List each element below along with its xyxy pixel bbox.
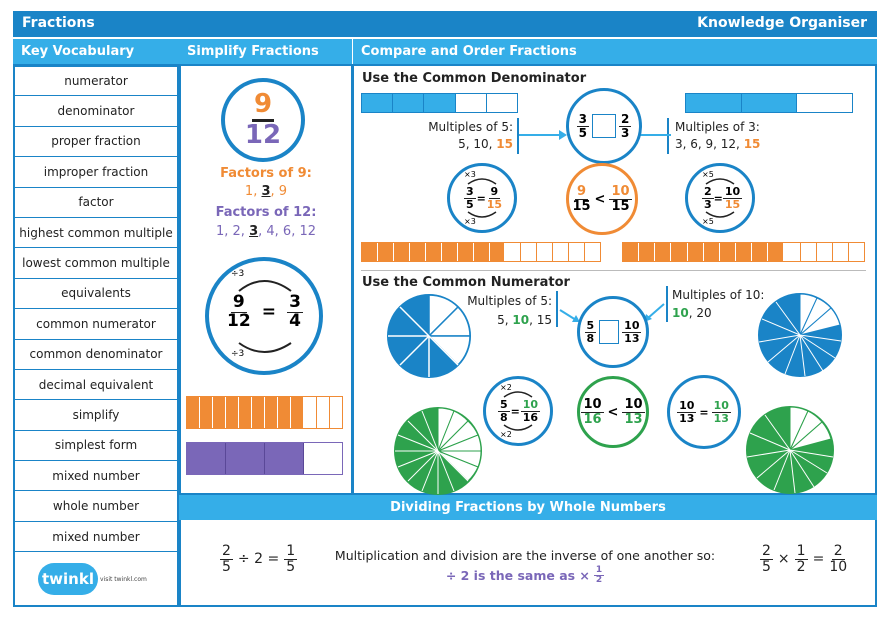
pie-thirteenths-green-icon <box>745 405 835 495</box>
operation-label: ×3 <box>464 170 476 179</box>
vocab-item: improper fraction <box>13 157 179 187</box>
fraction-numerator: 5 <box>586 318 595 332</box>
fraction <box>284 544 297 574</box>
simplify-equation <box>227 294 303 331</box>
fraction-denominator: 13 <box>624 331 640 345</box>
common-factor-value: 3 <box>249 224 259 239</box>
fraction <box>619 113 631 139</box>
inverse-rule-text: ÷ 2 is the same as × <box>445 568 590 584</box>
factor-value: 4 <box>266 224 275 239</box>
operation-label: ×5 <box>702 170 714 179</box>
factors12-label: Factors of 12: <box>215 205 317 220</box>
fraction-denominator: 12 <box>244 119 282 150</box>
equation <box>464 186 502 210</box>
common-multiple-value: 15 <box>496 137 513 151</box>
inverse-rule <box>330 566 720 586</box>
vocab-item: common denominator <box>13 340 179 370</box>
fraction <box>723 186 742 210</box>
fraction-numerator: 2 <box>222 543 231 559</box>
multiply-operator: × <box>777 551 790 568</box>
fraction-denominator: 15 <box>572 198 591 214</box>
fraction-numerator: 2 <box>833 543 843 559</box>
simplify-equation-circle <box>205 257 323 375</box>
fraction-numerator: 2 <box>704 185 712 198</box>
fraction <box>677 400 696 424</box>
multiples-values: 5, 10, <box>458 137 497 151</box>
section-divider <box>361 270 866 271</box>
fraction-numerator: 2 <box>621 111 630 126</box>
operation-label: ×2 <box>500 383 512 392</box>
less-than-sign: < <box>594 191 606 207</box>
fraction-denominator: 15 <box>611 198 630 214</box>
page-title: Fractions <box>22 15 95 31</box>
fraction <box>622 398 644 426</box>
fraction-denominator: 5 <box>286 558 296 575</box>
factors9-list <box>179 184 353 199</box>
fraction-numerator: 5 <box>500 398 508 411</box>
vocab-item: denominator <box>13 96 179 126</box>
operation-label: ÷3 <box>231 349 245 359</box>
compare-heading: Compare and Order Fractions <box>353 39 877 64</box>
multiples10-label: Multiples of 10: <box>672 288 765 302</box>
division-operator: ÷ 2 = <box>237 551 280 568</box>
list-separator: , <box>240 224 250 239</box>
list-separator: , <box>258 224 267 239</box>
multiples3-list <box>675 137 760 151</box>
equivalence-circle-3-5 <box>447 163 517 233</box>
compare-circle-num <box>577 296 649 368</box>
fraction-numerator: 3 <box>289 292 301 312</box>
vocab-item: common numerator <box>13 309 179 339</box>
fraction-denominator: 13 <box>713 411 729 425</box>
simplify-fraction <box>245 91 281 149</box>
pie-sixteenths-icon <box>393 406 483 496</box>
list-separator: , <box>270 184 279 199</box>
fraction <box>464 186 476 210</box>
logo-tagline[interactable]: visit twinkl.com <box>100 576 147 583</box>
fraction <box>609 185 631 213</box>
operation-label: ×2 <box>500 430 512 439</box>
fraction-numerator: 1 <box>286 543 296 559</box>
fifths-bar <box>361 93 518 113</box>
fraction-numerator: 10 <box>583 396 602 412</box>
multiples-values: 5, <box>497 313 513 327</box>
compare-result-circle-den <box>566 163 638 235</box>
tenfifteenths-bar <box>622 242 865 262</box>
twinkl-logo[interactable] <box>38 563 98 595</box>
fraction-numerator: 9 <box>232 292 245 312</box>
fraction-numerator: 9 <box>252 91 274 121</box>
vocab-heading: Key Vocabulary <box>13 39 179 64</box>
fraction-denominator: 15 <box>486 197 502 211</box>
multiples5n-label: Multiples of 5: <box>467 294 552 308</box>
fraction-numerator: 2 <box>762 543 771 559</box>
operation-label: ÷3 <box>231 269 245 279</box>
answer-box[interactable] <box>599 320 619 344</box>
fraction-numerator: 10 <box>624 396 643 412</box>
fraction-denominator: 5 <box>762 558 771 575</box>
equivalence-circle-10-13 <box>667 375 741 449</box>
list-separator: , <box>291 224 300 239</box>
compare-circle-den <box>566 88 642 164</box>
operation-label: ×5 <box>702 217 714 226</box>
fraction-denominator: 2 <box>595 575 603 586</box>
common-factor-value: 3 <box>261 184 271 199</box>
fraction-numerator: 1 <box>796 543 806 559</box>
pie-thirteenths-icon <box>757 292 843 378</box>
fraction-numerator: 10 <box>679 398 695 412</box>
fraction-denominator: 16 <box>583 411 602 427</box>
fraction <box>287 294 303 331</box>
factor-value: 6 <box>282 224 292 239</box>
fraction-denominator: 15 <box>724 197 741 211</box>
fraction-denominator: 4 <box>289 310 301 331</box>
fraction-numerator: 9 <box>490 185 499 198</box>
multiples5-label: Multiples of 5: <box>428 120 513 134</box>
fraction-numerator: 3 <box>466 185 474 198</box>
factor-value: 9 <box>278 184 288 199</box>
logo-text: twinkl <box>42 570 94 588</box>
operation-label: ×3 <box>464 217 476 226</box>
factor-value: 12 <box>299 224 317 239</box>
fraction <box>795 544 808 574</box>
equivalence-circle-2-3 <box>685 163 755 233</box>
equals-sign: = <box>261 302 277 323</box>
vocab-item: whole number <box>13 491 179 521</box>
vocab-item: mixed number <box>13 461 179 491</box>
fraction-numerator: 1 <box>595 565 603 575</box>
equals-sign: = <box>713 191 723 205</box>
fraction <box>594 566 604 586</box>
less-than-sign: < <box>607 404 619 420</box>
thirds-bar <box>685 93 853 113</box>
vocab-item: factor <box>13 188 179 218</box>
multiples5n-list <box>458 313 552 327</box>
fraction-denominator: 3 <box>621 125 630 140</box>
list-separator: , <box>224 224 233 239</box>
purple-bar <box>186 442 343 475</box>
fraction-denominator: 3 <box>704 197 712 211</box>
common-multiple-value: 10 <box>512 313 530 327</box>
fraction-numerator: 10 <box>713 398 729 412</box>
header-bar <box>13 11 877 37</box>
factors12-list <box>179 224 353 239</box>
common-multiple-value: 10 <box>672 306 689 320</box>
fraction-numerator: 10 <box>724 185 741 198</box>
equals-sign: = <box>699 405 709 419</box>
multiplication-example <box>760 544 847 574</box>
vocab-item: numerator <box>13 66 179 96</box>
equivalence-circle-5-8 <box>483 376 553 446</box>
equation <box>702 186 740 210</box>
multiples-values: , 15 <box>529 313 552 327</box>
fraction-numerator: 9 <box>576 183 587 199</box>
vocab-item: equivalents <box>13 279 179 309</box>
fraction <box>572 185 590 213</box>
answer-box[interactable] <box>592 114 616 138</box>
inverse-explanation: Multiplication and division are the inverse of one another so: <box>334 548 716 563</box>
vocab-item: mixed number <box>13 522 179 552</box>
equation <box>498 399 540 423</box>
vocab-list <box>13 66 179 552</box>
fraction <box>702 186 714 210</box>
fraction-denominator: 10 <box>829 558 848 575</box>
equals-sign: = <box>510 404 520 418</box>
fraction-denominator: 8 <box>586 331 595 345</box>
ninefifteenths-bar <box>361 242 601 262</box>
vocab-item: proper fraction <box>13 127 179 157</box>
fraction-numerator: 10 <box>522 398 538 411</box>
orange-bar <box>186 396 343 429</box>
fraction <box>227 294 251 331</box>
fraction-denominator: 5 <box>222 558 231 575</box>
vocab-item: highest common multiple <box>13 218 179 248</box>
fraction <box>220 544 233 574</box>
fraction-numerator: 3 <box>578 111 587 126</box>
page-subtitle: Knowledge Organiser <box>697 15 867 31</box>
dividing-heading: Dividing Fractions by Whole Numbers <box>179 495 877 520</box>
factor-value: 1 <box>215 224 225 239</box>
simplify-circle <box>221 78 305 162</box>
fraction <box>498 399 510 423</box>
division-example <box>220 544 297 574</box>
fraction-denominator: 16 <box>522 410 538 424</box>
vocab-item: simplest form <box>13 431 179 461</box>
fraction-denominator: 13 <box>679 411 695 425</box>
factors9-label: Factors of 9: <box>220 166 312 181</box>
factor-value: 2 <box>232 224 241 239</box>
common-multiple-value: 15 <box>743 137 761 151</box>
fraction-numerator: 10 <box>611 183 630 199</box>
vocab-item: lowest common multiple <box>13 248 179 278</box>
fraction <box>577 113 589 139</box>
fraction <box>760 544 773 574</box>
common-numerator-title: Use the Common Numerator <box>362 275 570 290</box>
fraction-denominator: 5 <box>578 125 587 140</box>
fraction <box>521 399 540 423</box>
fraction-denominator: 13 <box>624 411 643 427</box>
fraction <box>829 544 847 574</box>
multiples10-list <box>672 306 712 320</box>
list-separator: , <box>274 224 283 239</box>
fraction-denominator: 5 <box>466 197 474 211</box>
fraction <box>622 320 641 344</box>
factor-value: 1 <box>244 184 254 199</box>
equals-sign: = <box>476 191 486 205</box>
multiples-values: , 20 <box>688 306 712 320</box>
vocab-item: simplify <box>13 400 179 430</box>
fraction-denominator: 2 <box>796 558 806 575</box>
fraction-denominator: 12 <box>227 310 251 331</box>
fraction <box>581 398 603 426</box>
fraction <box>585 320 597 344</box>
vocab-item: decimal equivalent <box>13 370 179 400</box>
fraction <box>487 186 502 210</box>
common-denominator-title: Use the Common Denominator <box>362 71 587 86</box>
multiples5-list <box>419 137 513 151</box>
multiples3-label: Multiples of 3: <box>675 120 760 134</box>
equals-sign: = <box>812 551 825 568</box>
simplify-heading: Simplify Fractions <box>179 39 352 64</box>
multiples-values: 3, 6, 9, 12, <box>675 137 744 151</box>
fraction <box>712 400 731 424</box>
list-separator: , <box>253 184 262 199</box>
fraction-numerator: 10 <box>624 318 640 332</box>
fraction-denominator: 8 <box>500 410 508 424</box>
compare-result-circle-num <box>577 376 649 448</box>
